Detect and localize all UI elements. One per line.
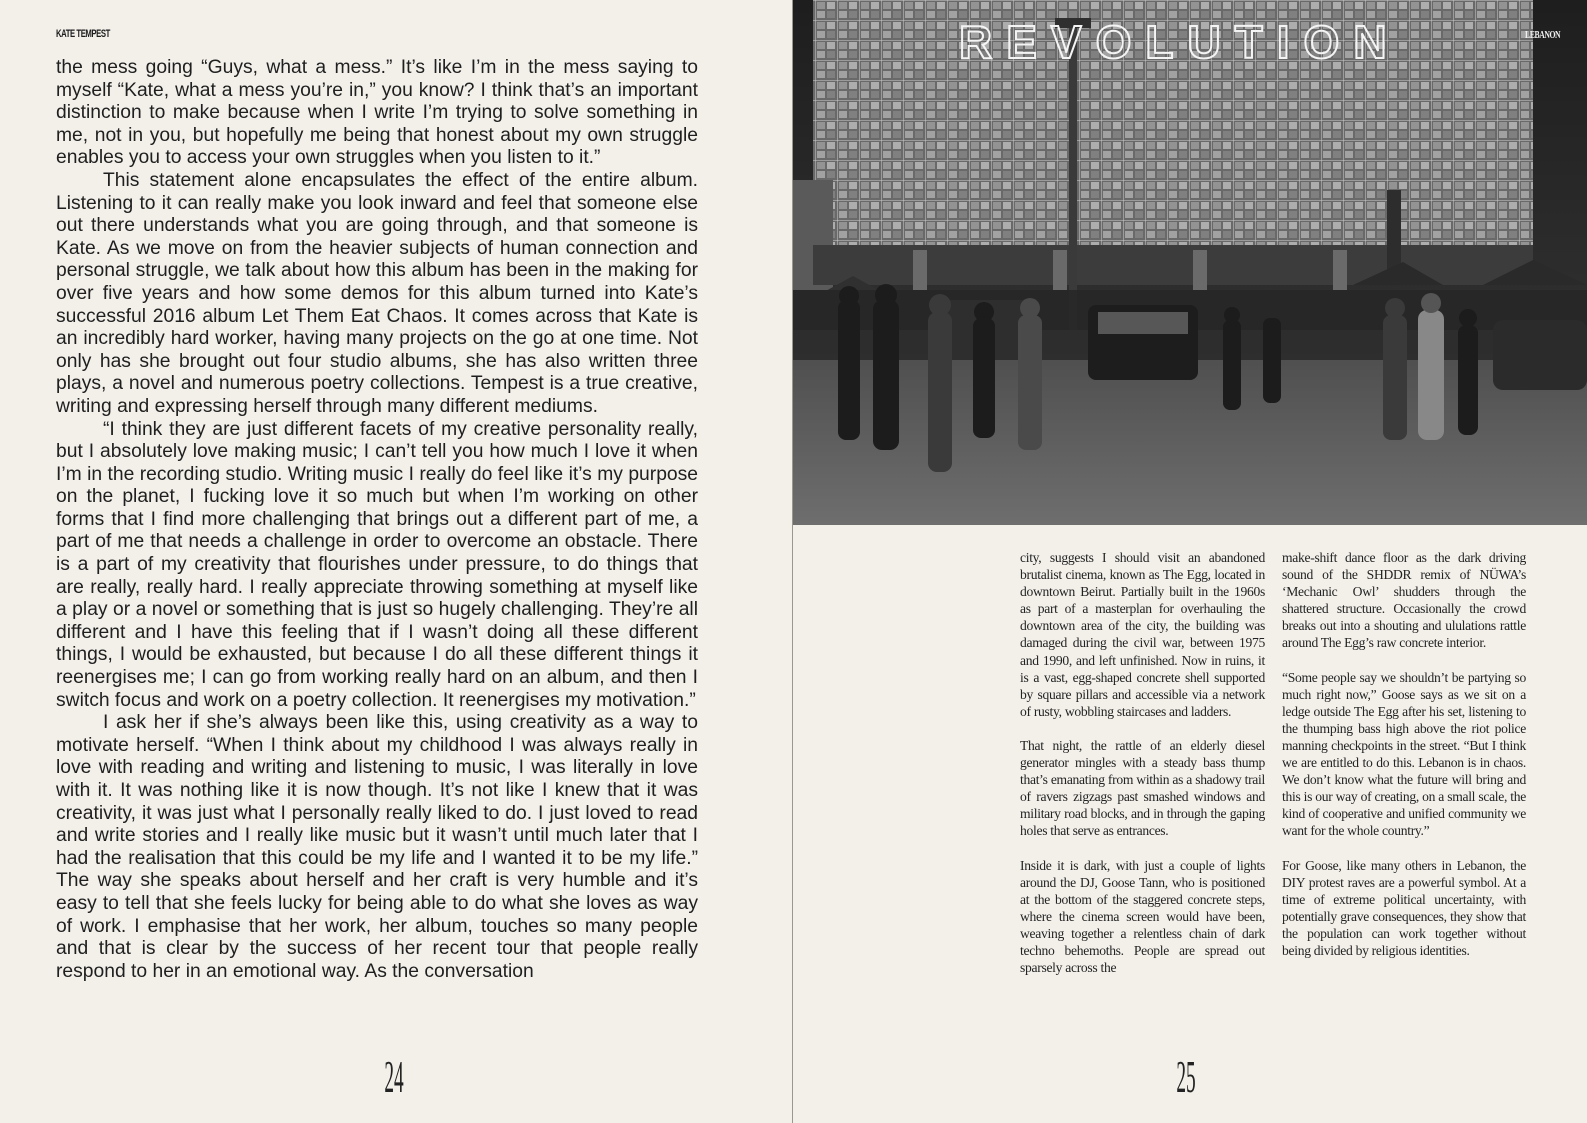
paragraph: Inside it is dark, with just a couple of lights around the DJ, Goose Tann, who is positioned at the bottom of the staggered concrete steps, where the cinema screen would have been, weaving together a relentless chain of dark techno behemoths. People are spread out sparsely across the (1020, 857, 1265, 976)
running-head-right: LEBANON (1524, 29, 1560, 41)
page-number-left: 24 (384, 1051, 404, 1102)
paragraph: This statement alone encapsulates the effect of the entire album. Listening to it can really make you look inward and feel that someone else out there understands what you are going through, and that someone is Kate. As we move on from the heavier subjects of human connection and personal struggle, we talk about how this album has been in the making for over five years and how some demos for this album turned into Kate’s successful 2016 album Let Them Eat Chaos. It comes across that Kate is an incredibly hard worker, having many projects on the go at one time. Not only has she brought out four studio albums, she has also written three plays, a novel and numerous poetry collections. Tempest is a true creative, writing and expressing herself through many different mediums. (56, 169, 698, 417)
right-page (793, 0, 1587, 1123)
paragraph: For Goose, like many others in Lebanon, the DIY protest raves are a powerful symbol. At a time of extreme political uncertainty, with potentially grave consequences, they show that the population can work together without being divided by religious identities. (1282, 857, 1526, 958)
article-column-2 (1282, 549, 1526, 976)
article-column-1 (1020, 549, 1265, 993)
paragraph: That night, the rattle of an elderly diesel generator mingles with a steady bass thump that’s emanating from within as a shadowy trail of ravers zigzags past smashed windows and military road blocks, and in through the gaping holes that serve as entrances. (1020, 737, 1265, 839)
paragraph: make-shift dance floor as the dark driving sound of the SHDDR remix of NÜWA’s ‘Mechanic Owl’ shudders through the shattered structure. Occasionally the crowd breaks out into a shouting and ululations rattle around The Egg’s raw concrete interior. (1282, 550, 1526, 651)
article-body-left (56, 57, 698, 983)
paragraph: the mess going “Guys, what a mess.” It’s like I’m in the mess saying to myself “Kate, what a mess you’re in,” you know? I think that’s an important distinction to make because when I write I’m trying to solve something in me, not in you, but hopefully me being that honest about my own struggle enables you to access your own struggles when you listen to it.” (56, 57, 698, 169)
paragraph: “I think they are just different facets of my creative personality really, but I absolutely love making music; I can’t tell you how much I love it when I’m in the recording studio. Writing music I really do feel like it’s my purpose on the planet, I fucking love it so much but when I’m working on other forms that I find more challenging that brings out a different part of me, a part of me that needs a challenge in order to overcome an obstacle. There is a part of my creativity that flourishes under pressure, to do things that are really, really hard. I really appreciate throwing something at myself like a play or a novel or something that is just so hugely challenging. They’re all different and I have this feeling that if I wasn’t doing all these different things, I would be exhausted, but because I do all these different things it reenergises me; I can go from working really hard on an album, and then I switch focus and work on a poetry collection. It reenergises my motivation.” (56, 418, 698, 711)
running-head-left: KATE TEMPEST (56, 28, 110, 40)
revolution-sign: REVOLUTION (959, 16, 1401, 68)
paragraph: I ask her if she’s always been like this, using creativity as a way to motivate herself. “When I think about my childhood I was always really in love with reading and writing and listening to music, I was literally in love with it. It was nothing like it is now though. It’s not like I knew that it was creativity, it was just what I personally really liked to do. I just loved to read and write stories and I really like music but it wasn’t until much later that I had the realisation that this could be my life and I wanted it to be my life.” The way she speaks about herself and her craft is very humble and it’s easy to tell that she feels lucky for being able to do what she loves as way of work. I emphasise that her work, her album, touches so many people and that is clear by the success of her recent tour that people really respond to her in an emotional way. As the conversation (56, 712, 698, 982)
paragraph: “Some people say we shouldn’t be partying so much right now,” Goose says as we sit on a ledge outside The Egg after his set, listening to the thumping bass high above the riot police manning checkpoints in the street. “But I think we are entitled to do this. Lebanon is in chaos. We don’t know what the future will bring and this is our way of creating, on a small scale, the kind of cooperative and unified community we want for the whole country.” (1282, 669, 1526, 839)
protest-photo (793, 0, 1587, 525)
paragraph: city, suggests I should visit an abandoned brutalist cinema, known as The Egg, located in downtown Beirut. Partially built in the 1960s as part of a masterplan for overhauling the downtown area of the city, the building was damaged during the civil war, between 1975 and 1990, and left unfinished. Now in ruins, it is a vast, egg-shaped concrete shell supported by square pillars and accessible via a network of rusty, wobbling staircases and ladders. (1020, 550, 1265, 719)
page-number-right: 25 (1176, 1051, 1196, 1102)
left-page (0, 0, 793, 1123)
